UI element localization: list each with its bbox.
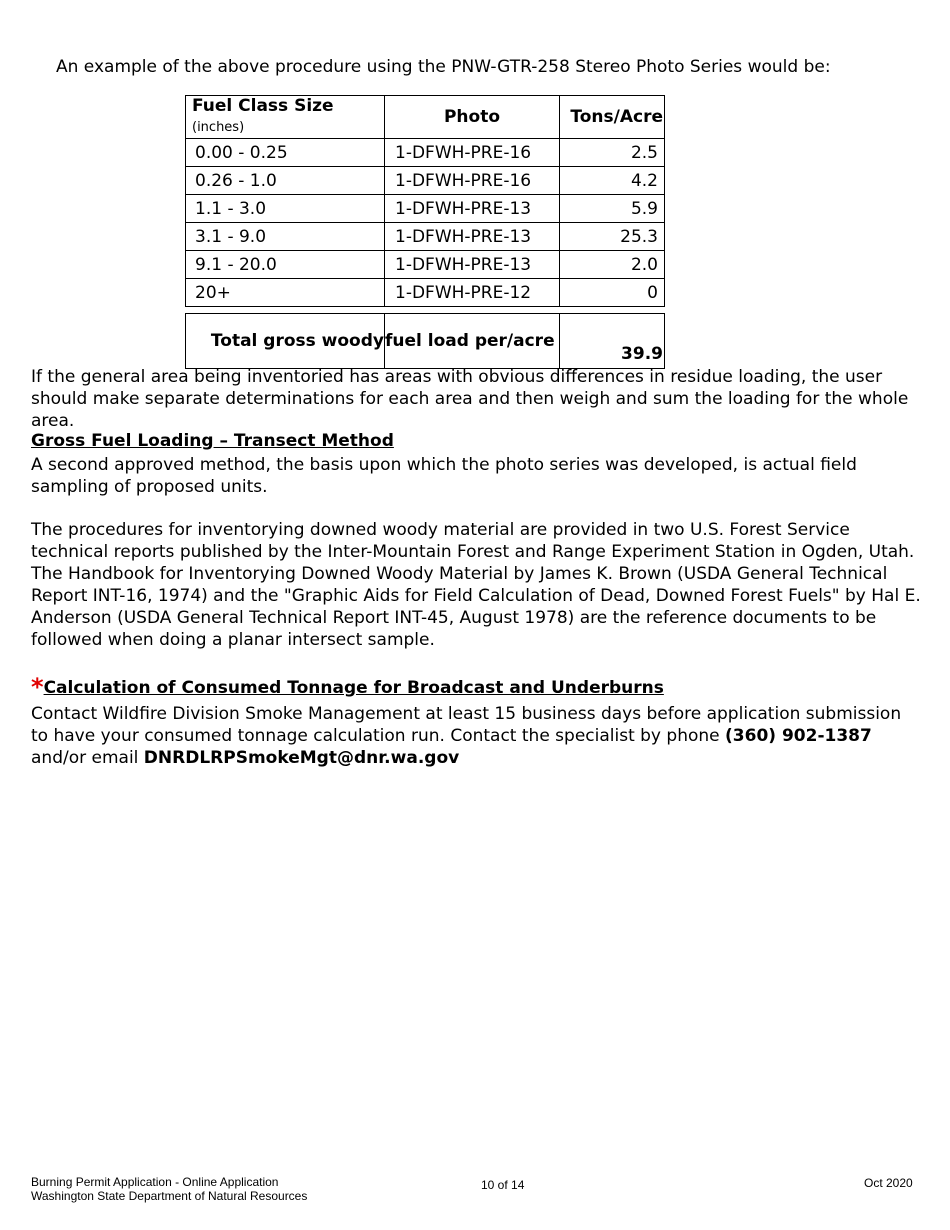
required-asterisk: * (31, 673, 44, 701)
header-size-unit: (inches) (192, 120, 245, 135)
total-label-part-2: fuel load per/acre (385, 314, 560, 369)
cell-tons: 2.5 (560, 139, 665, 167)
cell-size: 1.1 - 3.0 (186, 195, 385, 223)
calc-heading (31, 674, 664, 699)
email-address: DNRDLRPSmokeMgt@dnr.wa.gov (143, 748, 460, 768)
table-row (186, 195, 665, 223)
cell-tons: 5.9 (560, 195, 665, 223)
table-row (186, 223, 665, 251)
header-fuel-class-size (186, 96, 385, 139)
cell-size: 9.1 - 20.0 (186, 251, 385, 279)
total-value: 39.9 (560, 314, 665, 369)
cell-size: 0.26 - 1.0 (186, 167, 385, 195)
calc-text-mid: and/or email (31, 748, 144, 768)
cell-size: 0.00 - 0.25 (186, 139, 385, 167)
table-row (186, 251, 665, 279)
calc-paragraph (31, 703, 921, 769)
cell-photo: 1-DFWH-PRE-13 (385, 223, 560, 251)
header-tons-acre: Tons/Acre (560, 96, 665, 139)
cell-size: 20+ (186, 279, 385, 307)
procedures-paragraph: The procedures for inventorying downed woody material are provided in two U.S. Forest Service technical reports published by the Inter-Mountain Forest and Range Experiment Station in Ogden, Utah. The Handbook for Inventorying Downed Woody Material by James K. Brown (USDA General Technical Report INT-16, 1974) and the "Graphic Aids for Field Calculation of Dead, Downed Forest Fuels" by Hal E. Anderson (USDA General Technical Report INT-45, August 1978) are the reference documents to be followed when doing a planar intersect sample. (31, 520, 921, 650)
intro-text: An example of the above procedure using the PNW-GTR-258 Stereo Photo Series would be: (56, 57, 831, 77)
cell-photo: 1-DFWH-PRE-16 (385, 139, 560, 167)
cell-tons: 2.0 (560, 251, 665, 279)
total-label-part-1: Total gross woody (186, 314, 385, 369)
cell-photo: 1-DFWH-PRE-16 (385, 167, 560, 195)
transect-heading: Gross Fuel Loading – Transect Method (31, 431, 394, 451)
footer-line-1: Burning Permit Application - Online Application (31, 1175, 279, 1189)
residue-paragraph: If the general area being inventoried has areas with obvious differences in residue loading, the user should make separate determinations for each area and then weigh and sum the loading for the whole area. (31, 367, 909, 431)
page-number: 10 of 14 (481, 1178, 525, 1192)
table-row (186, 167, 665, 195)
table-spacer-row (186, 307, 665, 314)
footer-line-2: Washington State Department of Natural Resources (31, 1189, 308, 1203)
cell-photo: 1-DFWH-PRE-12 (385, 279, 560, 307)
footer-left (31, 1175, 307, 1203)
table-total-row (186, 314, 665, 369)
phone-number: (360) 902-1387 (725, 726, 872, 746)
table-row (186, 139, 665, 167)
calc-heading-text: Calculation of Consumed Tonnage for Broadcast and Underburns (43, 678, 664, 698)
header-photo: Photo (385, 96, 560, 139)
transect-paragraph: A second approved method, the basis upon which the photo series was developed, is actual field sampling of proposed units. (31, 455, 857, 497)
cell-size: 3.1 - 9.0 (186, 223, 385, 251)
table-row (186, 279, 665, 307)
fuel-load-table (185, 95, 665, 369)
cell-photo: 1-DFWH-PRE-13 (385, 195, 560, 223)
header-size-label: Fuel Class Size (192, 96, 334, 116)
footer-date: Oct 2020 (864, 1176, 913, 1190)
table-header-row (186, 96, 665, 139)
cell-photo: 1-DFWH-PRE-13 (385, 251, 560, 279)
calc-text-start: Contact Wildfire Division Smoke Management at least 15 business days before application submission to have your consumed tonnage calculation run. Contact the specialist by phone (31, 704, 902, 746)
cell-tons: 4.2 (560, 167, 665, 195)
cell-tons: 25.3 (560, 223, 665, 251)
cell-tons: 0 (560, 279, 665, 307)
